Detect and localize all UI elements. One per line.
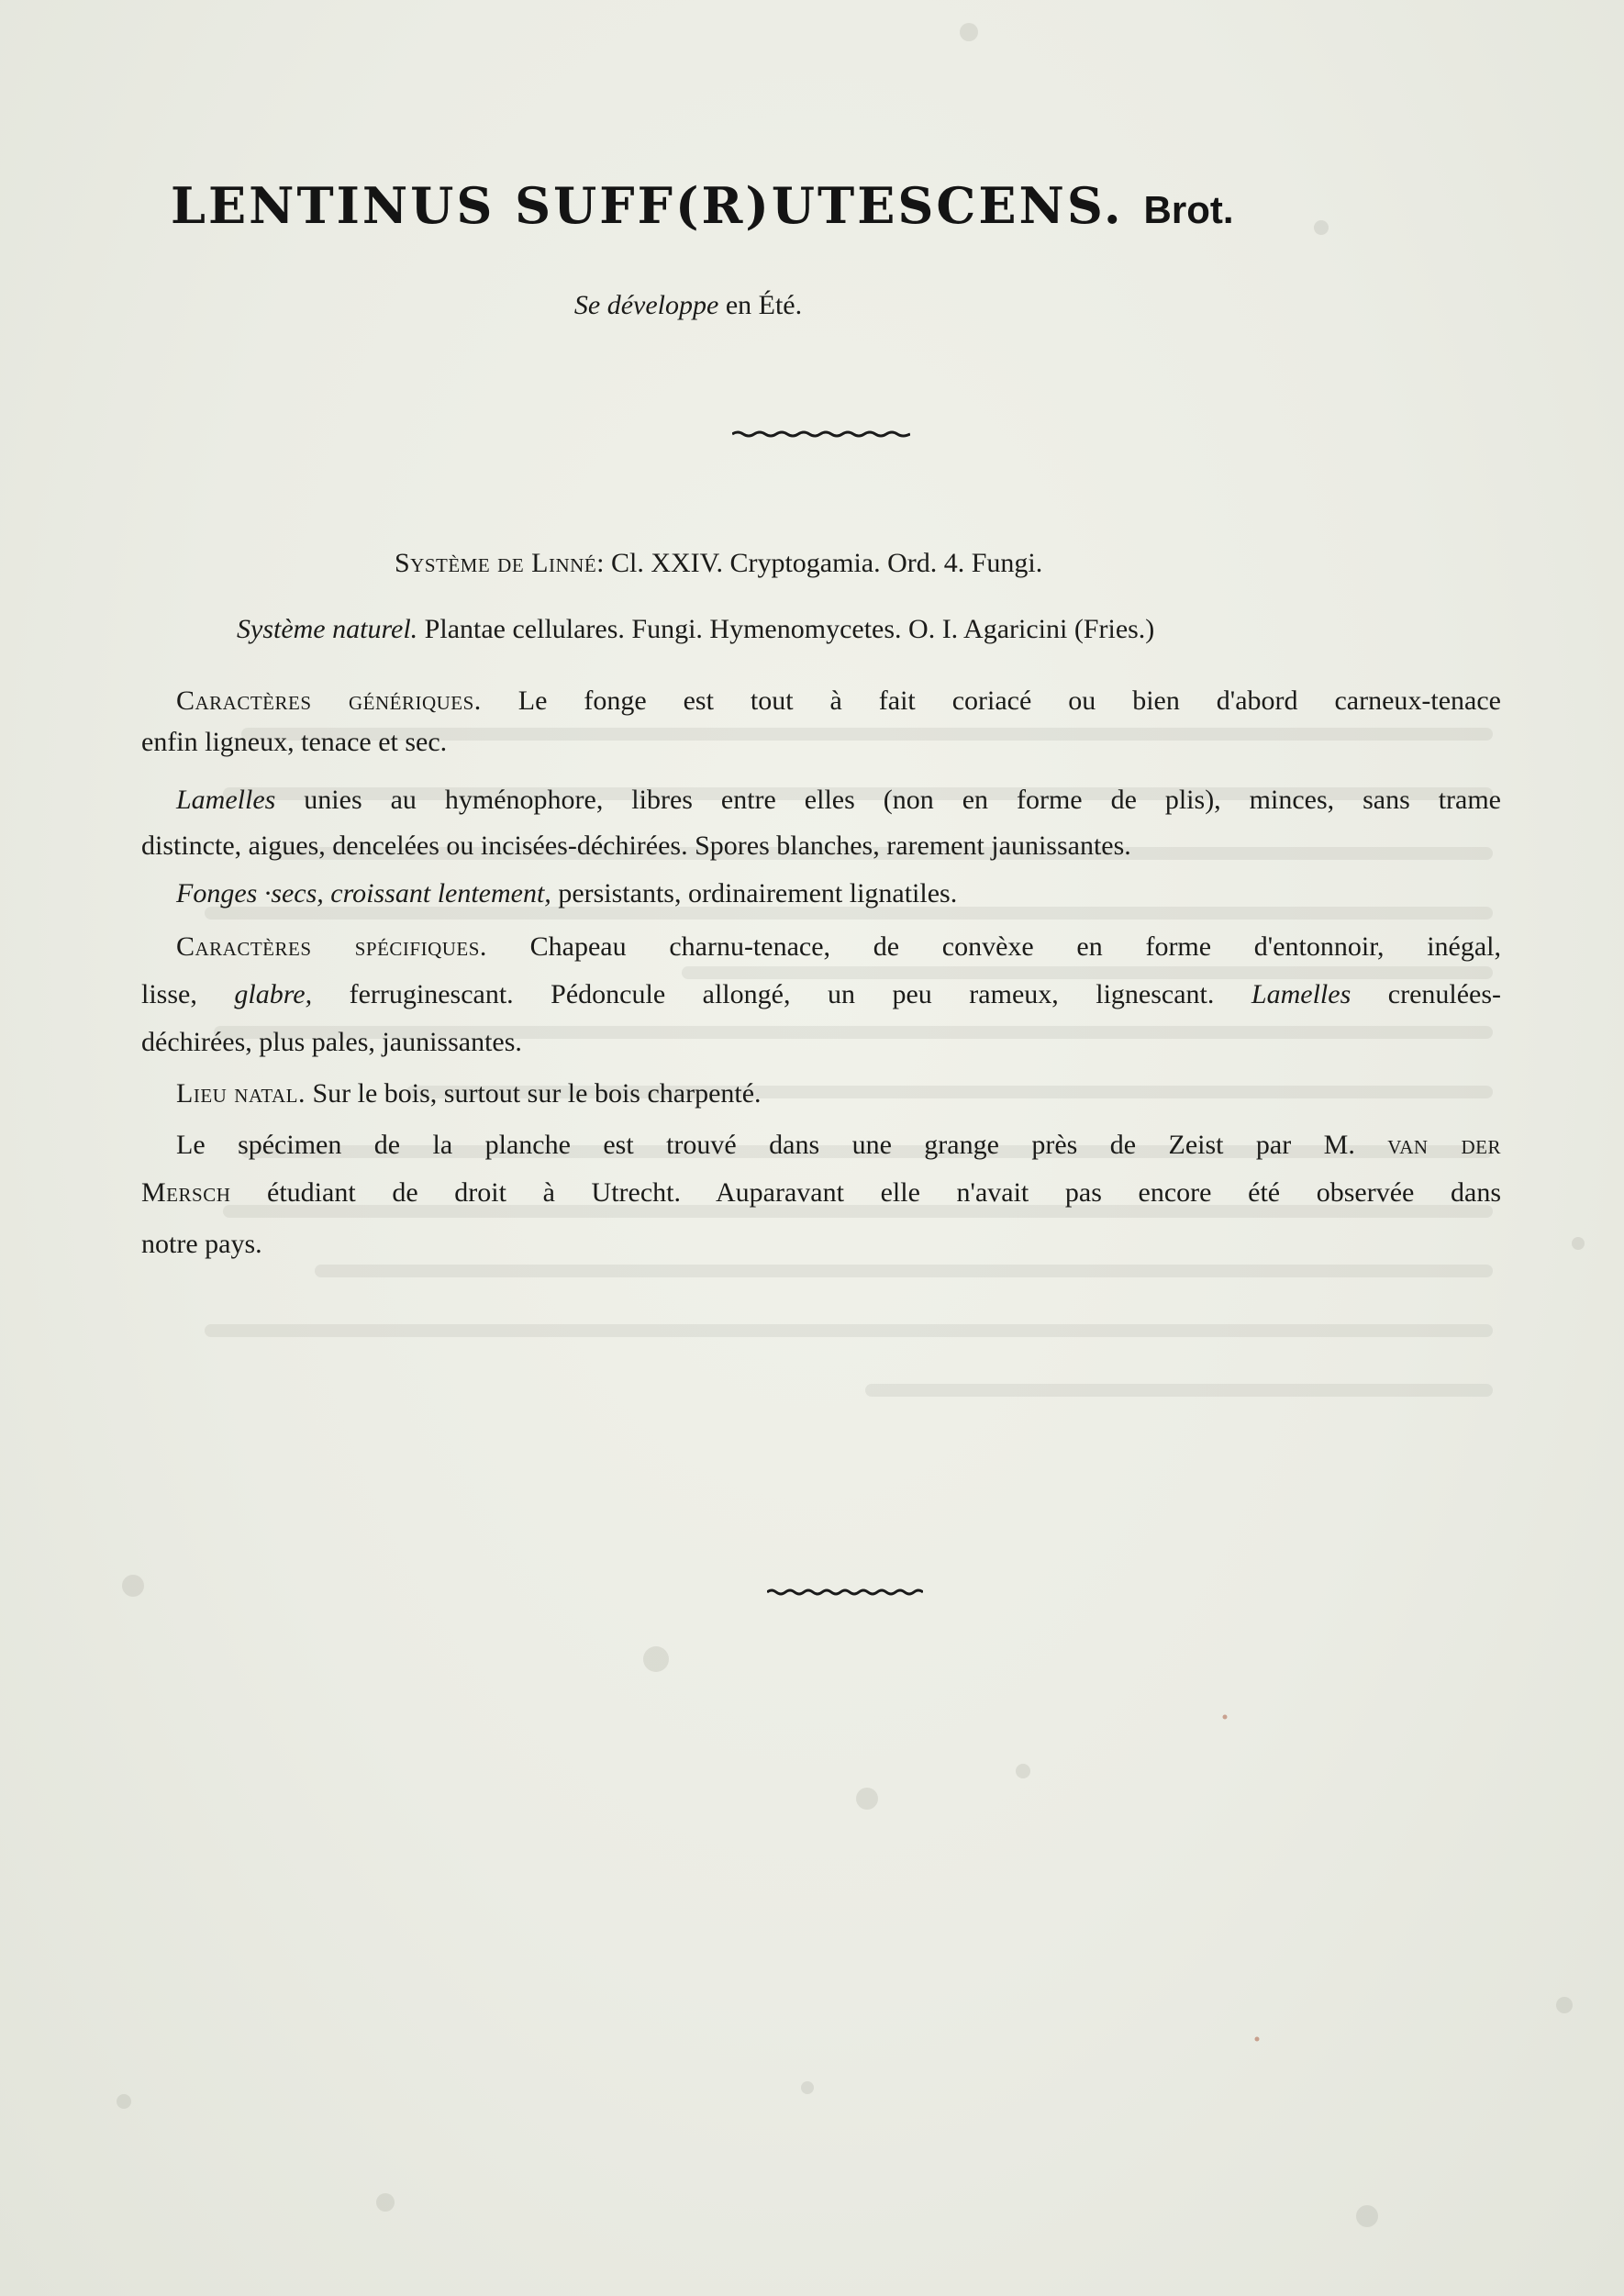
linne-text: : Cl. XXIV. Cryptogamia. Ord. 4. Fungi. bbox=[596, 548, 1043, 578]
fonges-text: persistants, ordinairement lignatiles. bbox=[558, 878, 958, 908]
season-text: en Été. bbox=[725, 290, 803, 320]
specific-text-2c: ferruginescant. Pédoncule allongé, un peu rameux, lignescant. bbox=[349, 979, 1215, 1009]
lamelles-text-1: unies au hyménophore, libres entre elles (non en forme de plis), minces, sans trame bbox=[304, 785, 1502, 815]
lamelles-text-2: distincte, aigues, dencelées ou incisées-déchirées. Spores blanches, rarement jaunissantes. bbox=[141, 830, 1131, 861]
lamelles-label: Lamelles bbox=[176, 785, 276, 815]
specific-text-1: Chapeau charnu-tenace, de convèxe en forme d'entonnoir, inégal, bbox=[529, 931, 1501, 962]
species-name: LENTINUS SUFF(R)UTESCENS. bbox=[171, 176, 1124, 235]
species-author: Brot. bbox=[1143, 188, 1234, 231]
habitat-text: Sur le bois, surtout sur le bois charpenté. bbox=[312, 1078, 762, 1109]
fonges-label: Fonges ·secs, croissant lentement, bbox=[176, 878, 551, 908]
generic-text-1: Le fonge est tout à fait coriacé ou bien d'abord carneux-tenace bbox=[517, 685, 1501, 716]
naturel-label: Système naturel. bbox=[237, 614, 418, 644]
season-italic: Se développe bbox=[573, 290, 719, 320]
specific-text-3: déchirées, plus pales, jaunissantes. bbox=[141, 1027, 522, 1057]
specimen-text-2b: étudiant de droit à Utrecht. Auparavant elle n'avait pas encore été observée dans bbox=[267, 1177, 1501, 1208]
generic-text-2: enfin ligneux, tenace et sec. bbox=[141, 727, 448, 757]
specimen-text-2a: Mersch bbox=[141, 1177, 231, 1208]
specific-text-2d: Lamelles bbox=[1251, 979, 1351, 1009]
naturel-text: Plantae cellulares. Fungi. Hymenomycetes. O. I. Agaricini (Fries.) bbox=[424, 614, 1155, 644]
generic-label: Caractères génériques. bbox=[176, 685, 482, 716]
specific-text-2a: lisse, bbox=[141, 979, 197, 1009]
specimen-text-1a: Le spécimen de la planche est trouvé dans une grange près de Zeist par M. bbox=[176, 1130, 1355, 1160]
specific-text-2b: glabre, bbox=[234, 979, 313, 1009]
specimen-text-1b: van der bbox=[1387, 1130, 1501, 1160]
specific-label: Caractères spécifiques. bbox=[176, 931, 487, 962]
specimen-text-3: notre pays. bbox=[141, 1229, 262, 1259]
linne-label: Système de Linné bbox=[395, 548, 597, 578]
specific-text-2e: crenulées- bbox=[1387, 979, 1502, 1009]
habitat-label: Lieu natal. bbox=[176, 1078, 306, 1109]
